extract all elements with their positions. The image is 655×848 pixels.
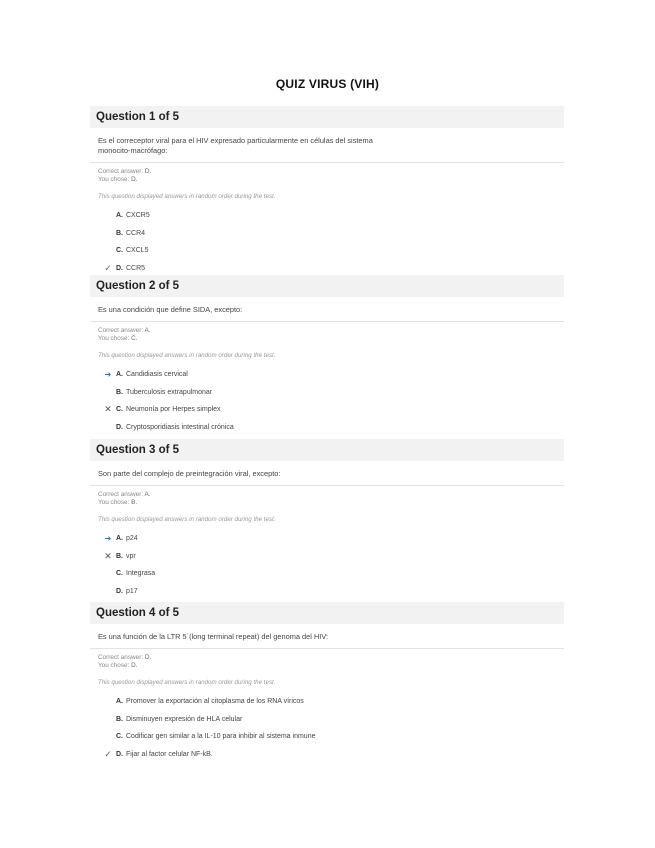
answer-option bbox=[90, 419, 564, 437]
checkmark-icon: ✓ bbox=[104, 262, 112, 273]
answer-option bbox=[90, 565, 564, 583]
random-order-note: This question displayed answers in random order during the test. bbox=[98, 352, 276, 359]
option-letter: A. bbox=[116, 212, 123, 219]
answer-option bbox=[90, 242, 564, 260]
answer-option bbox=[90, 401, 564, 419]
question-header: Question 3 of 5 bbox=[90, 439, 564, 461]
answer-option bbox=[90, 384, 564, 402]
option-letter: A. bbox=[116, 371, 123, 378]
option-letter: D. bbox=[116, 264, 123, 272]
wrong-cross-icon: ✕ bbox=[104, 550, 112, 561]
question-text: Es una condición que define SIDA, excepto: bbox=[98, 305, 243, 314]
question-text: Es una función de la LTR 5´(long terminal repeat) del genoma del HIV: bbox=[98, 632, 329, 641]
chosen-answer-label: You chose: bbox=[98, 662, 130, 669]
option-text: Neumonía por Herpes simplex bbox=[126, 406, 221, 413]
option-letter: B. bbox=[116, 715, 123, 723]
option-text: Integrasa bbox=[126, 570, 156, 577]
random-order-note: This question displayed answers in random order during the test. bbox=[98, 193, 276, 200]
correct-answer-label: Correct answer: bbox=[98, 168, 144, 175]
option-text: Tuberculosis extrapulmonar bbox=[126, 388, 213, 396]
option-letter: A. bbox=[116, 535, 123, 542]
correct-answer-value: A. bbox=[144, 491, 151, 498]
correct-answer-label: Correct answer: bbox=[98, 327, 144, 334]
option-letter: C. bbox=[116, 733, 123, 740]
chosen-answer-line bbox=[98, 662, 564, 670]
option-letter: C. bbox=[116, 247, 123, 254]
option-letter: C. bbox=[116, 570, 123, 577]
checkmark-icon: ✓ bbox=[104, 748, 112, 759]
answer-summary bbox=[98, 491, 564, 507]
question-header: Question 1 of 5 bbox=[90, 106, 564, 128]
chosen-answer-line bbox=[98, 176, 564, 184]
option-text: p17 bbox=[126, 587, 138, 595]
divider bbox=[90, 485, 564, 486]
correct-arrow-icon: ➔ bbox=[104, 534, 112, 543]
correct-answer-value: D. bbox=[144, 168, 152, 175]
correct-answer-label: Correct answer: bbox=[98, 491, 144, 498]
chosen-answer-value: D. bbox=[131, 662, 138, 669]
divider bbox=[90, 162, 564, 163]
correct-answer-line bbox=[98, 491, 564, 499]
option-text: Fijar al factor celular NF-kB. bbox=[126, 750, 213, 758]
question-text: Es el correceptor viral para el HIV expresado particularmente en células del sistema monocito-macrófago: bbox=[98, 136, 373, 155]
answer-summary bbox=[98, 327, 564, 343]
chosen-answer-value: D. bbox=[131, 176, 138, 183]
option-letter: D. bbox=[116, 750, 123, 758]
chosen-answer-value: C. bbox=[131, 335, 138, 342]
option-letter: C. bbox=[116, 406, 123, 413]
answer-option bbox=[90, 548, 564, 566]
question-header: Question 4 of 5 bbox=[90, 602, 564, 624]
chosen-answer-line bbox=[98, 335, 564, 343]
answer-option bbox=[90, 711, 564, 729]
correct-answer-label: Correct answer: bbox=[98, 654, 144, 661]
page-title: QUIZ VIRUS (VIH) bbox=[275, 77, 380, 91]
option-letter: B. bbox=[116, 229, 123, 237]
chosen-answer-line bbox=[98, 499, 564, 507]
correct-arrow-icon: ➔ bbox=[104, 370, 112, 379]
divider bbox=[90, 648, 564, 649]
option-letter: B. bbox=[116, 552, 123, 560]
chosen-answer-label: You chose: bbox=[98, 176, 130, 183]
answer-option bbox=[90, 225, 564, 243]
answer-option bbox=[90, 366, 564, 384]
question-text: Son parte del complejo de preintegración viral, excepto: bbox=[98, 469, 281, 478]
option-text: Codificar gen similar a la IL-10 para inhibir al sistema inmune bbox=[126, 733, 316, 740]
wrong-cross-icon: ✕ bbox=[104, 404, 112, 414]
answer-options bbox=[90, 366, 564, 436]
answer-option bbox=[90, 583, 564, 601]
answer-summary bbox=[98, 654, 564, 670]
correct-answer-value: A. bbox=[144, 327, 151, 334]
option-text: CCR5 bbox=[126, 264, 146, 272]
question-block bbox=[90, 275, 564, 436]
option-text: Candidiasis cervical bbox=[126, 371, 188, 378]
answer-option bbox=[90, 728, 564, 746]
answer-options bbox=[90, 530, 564, 600]
correct-answer-line bbox=[98, 327, 564, 335]
answer-option bbox=[90, 207, 564, 225]
option-text: Promover la exportación al citoplasma de los RNA víricos bbox=[126, 698, 304, 705]
question-block bbox=[90, 602, 564, 763]
chosen-answer-value: B. bbox=[131, 499, 138, 506]
random-order-note: This question displayed answers in random order during the test. bbox=[98, 516, 276, 523]
answer-options bbox=[90, 207, 564, 277]
divider bbox=[90, 321, 564, 322]
chosen-answer-label: You chose: bbox=[98, 335, 130, 342]
question-header: Question 2 of 5 bbox=[90, 275, 564, 297]
question-block bbox=[90, 439, 564, 600]
question-block bbox=[90, 106, 564, 277]
random-order-note: This question displayed answers in random order during the test. bbox=[98, 679, 276, 686]
option-text: CXCR5 bbox=[126, 212, 150, 219]
option-text: Cryptosporidiasis intestinal crónica bbox=[126, 423, 234, 431]
correct-answer-line bbox=[98, 168, 564, 176]
option-text: CXCL5 bbox=[126, 247, 149, 254]
option-text: Disminuyen expresión de HLA celular bbox=[126, 715, 243, 723]
option-letter: D. bbox=[116, 423, 123, 431]
answer-summary bbox=[98, 168, 564, 184]
answer-options bbox=[90, 693, 564, 763]
correct-answer-line bbox=[98, 654, 564, 662]
answer-option bbox=[90, 746, 564, 764]
answer-option bbox=[90, 693, 564, 711]
option-letter: D. bbox=[116, 587, 123, 595]
chosen-answer-label: You chose: bbox=[98, 499, 130, 506]
option-letter: B. bbox=[116, 388, 123, 396]
option-text: p24 bbox=[126, 535, 138, 542]
option-text: CCR4 bbox=[126, 229, 146, 237]
option-letter: A. bbox=[116, 698, 123, 705]
option-text: vpr bbox=[126, 552, 136, 560]
correct-answer-value: D. bbox=[144, 654, 152, 661]
answer-option bbox=[90, 530, 564, 548]
